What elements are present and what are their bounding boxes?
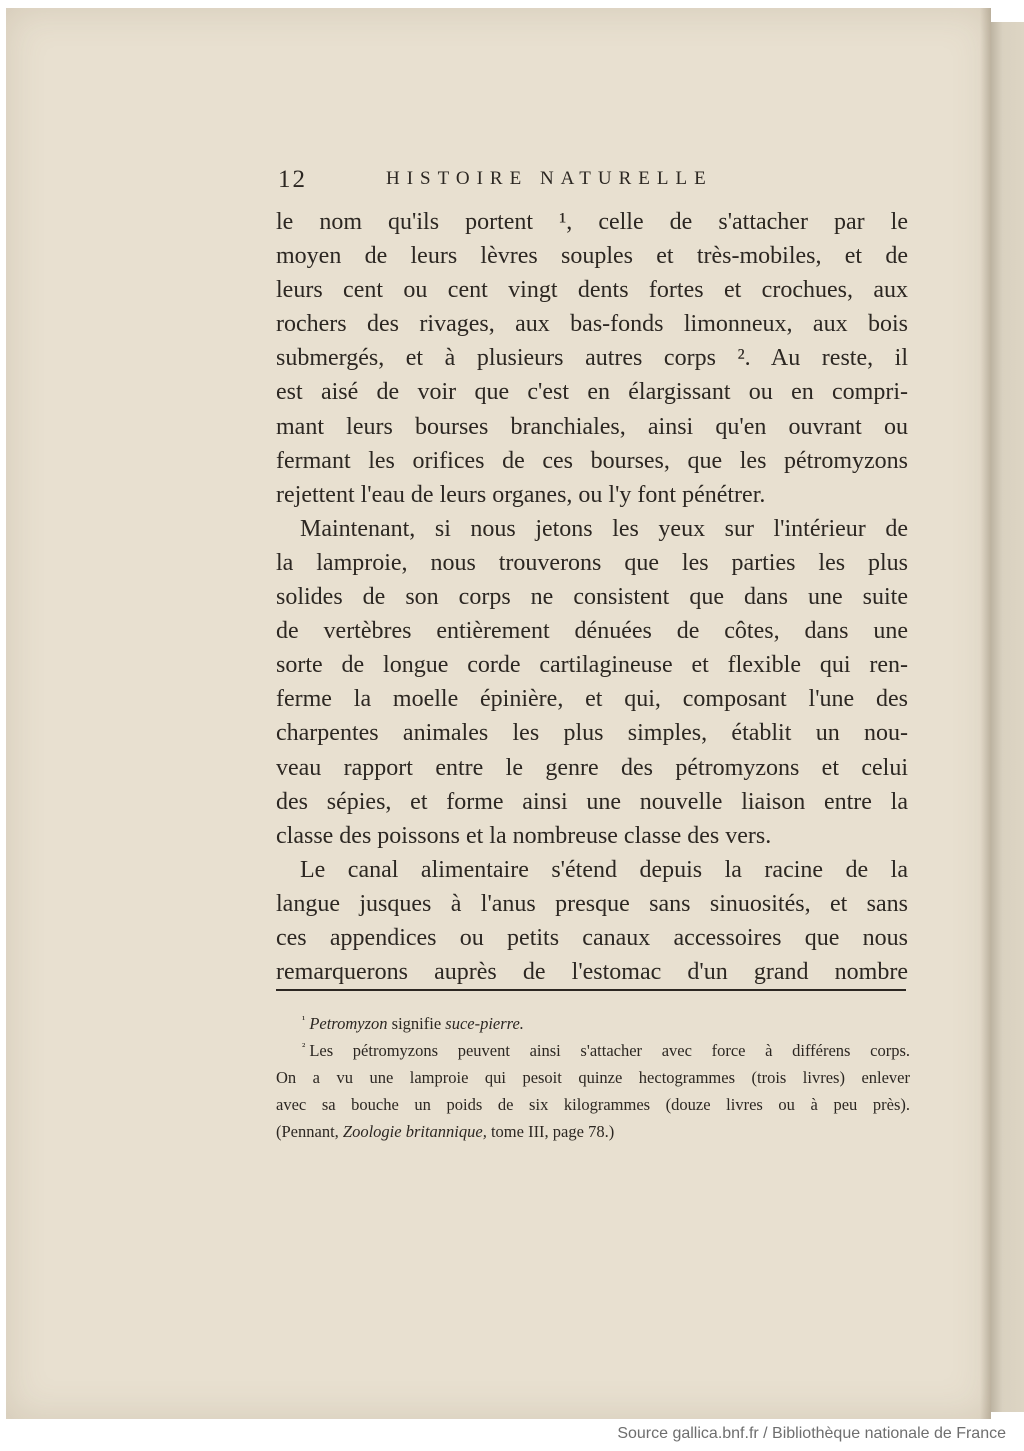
text-line: classe des poissons et la nombreuse classe des vers. [276,822,772,849]
footnote-text: signifie [391,1014,442,1033]
text-line: solides de son corps ne consistent que dans une suite [276,584,908,611]
footnotes [276,1010,910,1145]
next-page-edge [991,22,1024,1412]
text-line: la lamproie, nous trouverons que les parties les plus [276,549,908,576]
footnote-1 [276,1010,910,1037]
footnote-line [276,1118,910,1145]
footnote-line: On a vu une lamproie qui pesoit quinze hectogrammes (trois livres) enlever [276,1068,910,1087]
text-line: des sépies, et forme ainsi une nouvelle liaison entre la [276,788,908,815]
footnote-text: Les pétromyzons peuvent ainsi s'attacher avec force à différens corps. [309,1041,910,1060]
footnote-marker: ¹ [302,1013,306,1026]
footnote-2 [276,1037,910,1064]
text-line: veau rapport entre le genre des pétromyzons et celui [276,754,908,781]
text-line: remarquerons auprès de l'estomac d'un grand nombre [276,959,908,986]
text-line: Maintenant, si nous jetons les yeux sur l'intérieur de [300,515,908,542]
footnote-text: tome III, page 78.) [490,1122,615,1141]
text-line: leurs cent ou cent vingt dents fortes et crochues, aux [276,277,908,304]
page-number: 12 [278,166,307,193]
text-line: Le canal alimentaire s'étend depuis la racine de la [300,856,908,883]
source-credit: Source gallica.bnf.fr / Bibliothèque nationale de France [617,1425,1006,1442]
footnote-marker: ² [302,1040,306,1053]
text-line: de vertèbres entièrement dénuées de côtes, dans une [276,618,908,645]
footnote-term: Petromyzon [309,1014,388,1033]
text-line: moyen de leurs lèvres souples et très-mobiles, et de [276,243,908,270]
footnote-title: Zoologie britannique, [342,1122,487,1141]
running-title: HISTOIRE NATURELLE [386,168,713,189]
footnote-rule [276,989,906,991]
text-line: est aisé de voir que c'est en élargissant ou en compri- [276,379,908,406]
text-line: submergés, et à plusieurs autres corps ². Au reste, il [276,345,908,372]
text-line: le nom qu'ils portent ¹, celle de s'attacher par le [276,209,908,235]
text-line: charpentes animales les plus simples, établit un nou- [276,720,908,747]
text-line: ces appendices ou petits canaux accessoires que nous [276,924,908,951]
body-text [276,205,908,989]
text-line: ferme la moelle épinière, et qui, composant l'une des [276,686,908,713]
text-line: rochers des rivages, aux bas-fonds limonneux, aux bois [276,311,908,338]
page-header [278,166,908,202]
footnote-line: avec sa bouche un poids de six kilogrammes (douze livres ou à peu près). [276,1095,910,1114]
footnote-text: (Pennant, [276,1122,339,1141]
text-line: mant leurs bourses branchiales, ainsi qu'en ouvrant ou [276,413,908,440]
footnote-meaning: suce-pierre. [445,1014,524,1033]
text-line: fermant les orifices de ces bourses, que les pétromyzons [276,447,908,474]
text-line: sorte de longue corde cartilagineuse et flexible qui ren- [276,652,908,679]
text-line: rejettent l'eau de leurs organes, ou l'y font pénétrer. [276,481,766,508]
text-line: langue jusques à l'anus presque sans sinuosités, et sans [276,890,908,917]
page-fold-shadow [980,8,991,1419]
source-bar [0,1419,1024,1451]
